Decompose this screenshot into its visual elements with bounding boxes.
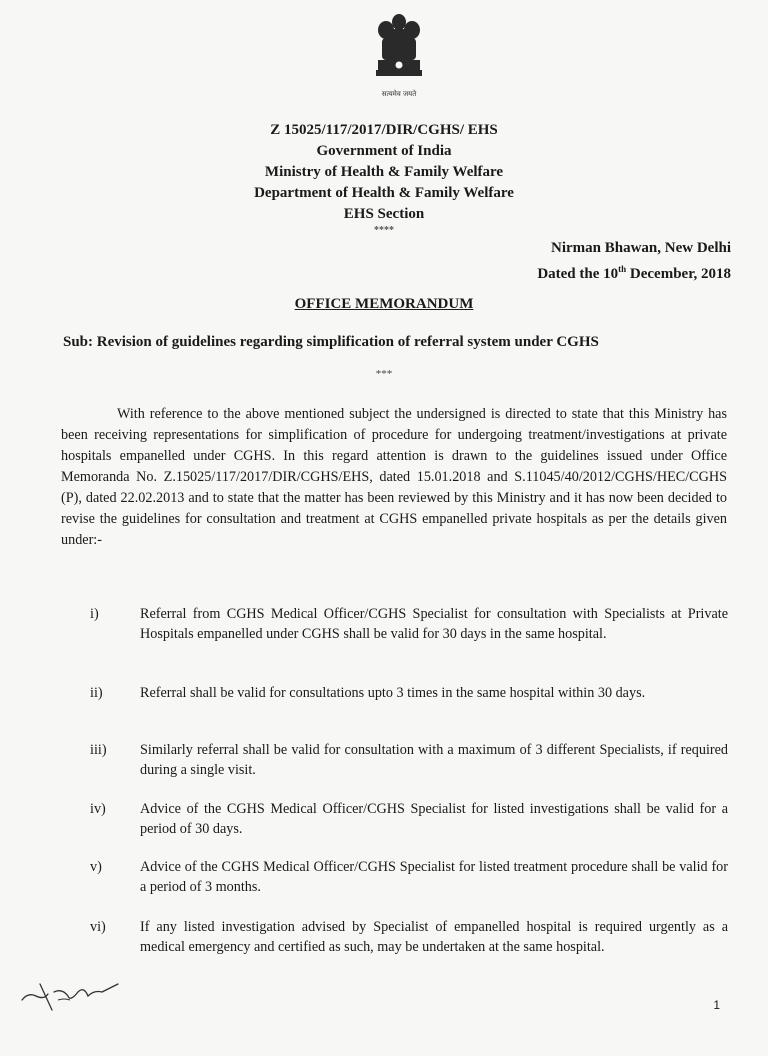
intro-paragraph: With reference to the above mentioned subject the undersigned is directed to state that this Ministry has been receiving representations for simplification of procedure for undergoing treatment/investigations at private hospitals empanelled under CGHS. In this regard attention is drawn to the guidelines issued under Office Memoranda No. Z.15025/117/2017/DIR/CGHS/EHS, dated 15.01.2018 and S.11045/40/2012/CGHS/HEC/CGHS (P), dated 22.02.2013 and to state that the matter has been reviewed by this Ministry and it has now been decided to revise the guidelines for consultation and treatment at CGHS empanelled private hospitals as per the details given under:- (61, 406, 727, 548)
header-stars: **** (374, 225, 394, 236)
item-text: Referral from CGHS Medical Officer/CGHS Specialist for consultation with Specialists at Private Hospitals empanelled under CGHS shall be valid for 30 days in the same hospital. (140, 606, 728, 642)
date-line: Dated the 10th December, 2018 (537, 264, 731, 282)
item-number: ii) (90, 685, 103, 701)
item-number: iii) (90, 742, 107, 758)
emblem-motto: सत्यमेव जयते (381, 90, 417, 98)
page-number: 1 (713, 998, 720, 1012)
memo-title: OFFICE MEMORANDUM (294, 296, 474, 312)
item-number: iv) (90, 801, 106, 817)
letterhead (150, 120, 618, 237)
item-text: If any listed investigation advised by Specialist of empanelled hospital is required urgently as a medical emergency and certified as such, may be undertaken at the same hospital. (140, 919, 728, 955)
location: Nirman Bhawan, New Delhi (550, 240, 731, 256)
item-text: Similarly referral shall be valid for consultation with a maximum of 3 different Specialists, if required during a single visit. (140, 742, 728, 778)
item-text: Advice of the CGHS Medical Officer/CGHS Specialist for listed investigations shall be valid for a period of 30 days. (140, 801, 728, 837)
file-number: Z 15025/117/2017/DIR/CGHS/ EHS (270, 122, 498, 138)
header-ministry: Ministry of Health & Family Welfare (264, 164, 504, 180)
item-number: v) (90, 859, 102, 875)
item-text: Advice of the CGHS Medical Officer/CGHS Specialist for listed treatment procedure shall be valid for a period of 3 months. (140, 859, 728, 895)
header-section: EHS Section (343, 206, 425, 222)
header-department: Department of Health & Family Welfare (254, 185, 514, 201)
header-government: Government of India (316, 143, 452, 159)
item-text: Referral shall be valid for consultations upto 3 times in the same hospital within 30 days. (140, 685, 646, 701)
memo-subject: Sub: Revision of guidelines regarding simplification of referral system under CGHS (63, 334, 599, 350)
emblem-icon (364, 8, 434, 88)
separator-stars: *** (375, 368, 393, 380)
place-and-date (537, 238, 731, 285)
national-emblem (364, 8, 434, 100)
item-number: vi) (90, 919, 106, 935)
item-number: i) (90, 606, 99, 622)
handwritten-signature (18, 970, 128, 1020)
